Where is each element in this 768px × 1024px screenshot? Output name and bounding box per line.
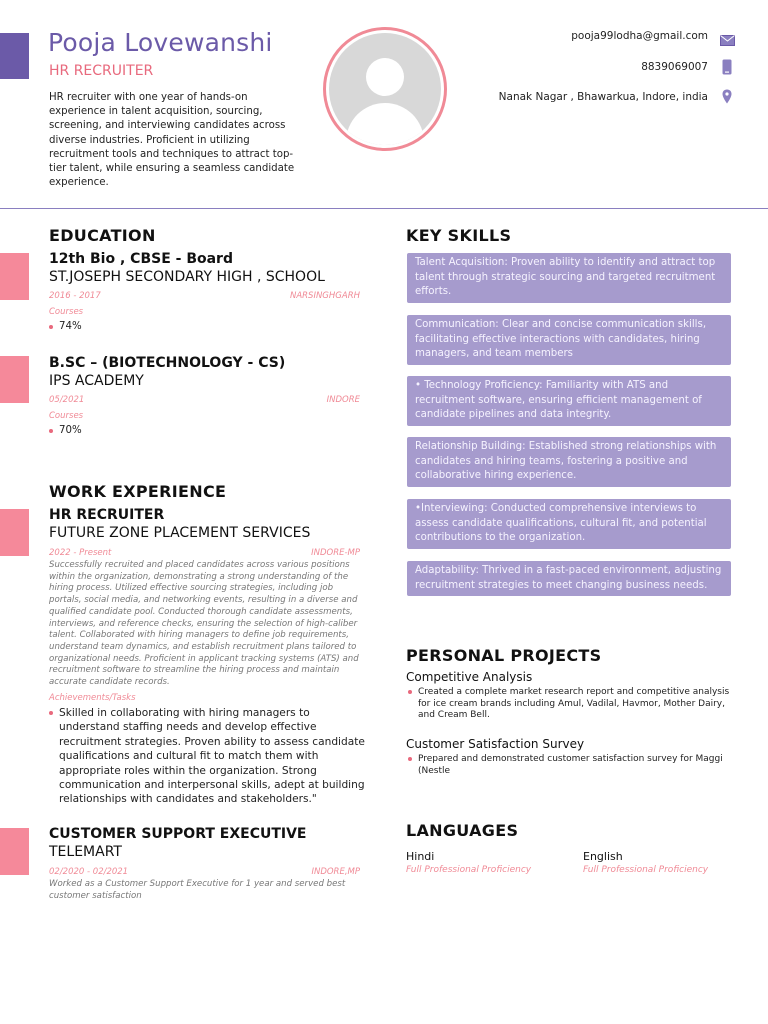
job-position: HR RECRUITER — [49, 507, 165, 523]
education-marker — [0, 253, 29, 300]
languages-heading: LANGUAGES — [406, 821, 519, 840]
job-position: CUSTOMER SUPPORT EXECUTIVE — [49, 826, 307, 842]
education-date: 05/2021 — [49, 395, 85, 405]
job-description: Successfully recruited and placed candidates across various positions within the organization, demonstrating a strong understanding of the hiring process. Utilized effective sourcing strategies, including job portals, social media, and networking events, resulting in a diverse and qualified candidate pool. Conducted thorough candidate assessments, interviews, and reference checks, ensuring the selection of high-caliber talent. Collaborated with hiring managers to define job requirements, understand team dynamics, and establish recruitment plans tailored to organizational needs. Proficient in applicant tracking systems (ATS) and recruitment software to streamline the hiring process and maintain accurate candidate records. — [49, 560, 359, 688]
skill-item: Communication: Clear and concise communication skills, facilitating effective interactions with candidates, hiring managers, and team members — [407, 315, 731, 365]
language-level: Full Professional Proficiency — [406, 865, 532, 875]
education-heading: EDUCATION — [49, 226, 156, 245]
education-school: IPS ACADEMY — [49, 373, 144, 389]
language-name: Hindi — [406, 850, 435, 863]
profile-summary: HR recruiter with one year of hands-on experience in talent acquisition, sourcing, screening, and interviewing candidates across diverse industries. Proficient in utilizing recruitment tools and techniques to attract top-tier talent, while ensuring a seamless candidate experience. — [49, 92, 295, 189]
candidate-name: Pooja Lovewanshi — [48, 28, 273, 57]
personal-projects-heading: PERSONAL PROJECTS — [406, 646, 602, 665]
avatar-placeholder-icon — [329, 33, 441, 145]
profile-photo — [323, 27, 447, 151]
project-detail: Prepared and demonstrated customer satisfaction survey for Maggi (Nestle — [418, 754, 736, 777]
contact-email[interactable]: pooja99lodha@gmail.com — [571, 30, 708, 42]
achievement-item: Skilled in collaborating with hiring managers to understand staffing needs and develop effective recruitment strategies. Proven ability to assess candidate qualifications and cultural fit to match them with appropriate roles within the organization. Strong communication and interpersonal skills, adept at building relationships with candidates and stakeholders." — [59, 707, 365, 806]
location-pin-icon — [722, 89, 732, 108]
envelope-icon — [720, 31, 735, 50]
contact-phone[interactable]: 8839069007 — [641, 61, 708, 73]
skill-item: Relationship Building: Established strong relationships with candidates and hiring teams, fostering a positive and collaborative hiring experience. — [407, 437, 731, 487]
education-score: 74% — [59, 321, 82, 332]
job-date: 2022 - Present — [49, 548, 112, 558]
job-location: INDORE,MP — [311, 867, 360, 877]
education-school: ST.JOSEPH SECONDARY HIGH , SCHOOL — [49, 269, 325, 285]
education-location: NARSINGHGARH — [289, 291, 360, 301]
job-company: TELEMART — [49, 844, 122, 860]
project-name: Competitive Analysis — [406, 670, 533, 684]
header-accent-bar — [0, 33, 29, 79]
work-marker — [0, 509, 29, 556]
work-marker — [0, 828, 29, 875]
job-description: Worked as a Customer Support Executive for 1 year and served best customer satisfaction — [49, 879, 346, 901]
project-name: Customer Satisfaction Survey — [406, 737, 585, 751]
skill-item: •Interviewing: Conducted comprehensive interviews to assess candidate qualifications, cultural fit, and potential contributions to the organization. — [407, 499, 731, 549]
education-date: 2016 - 2017 — [49, 291, 101, 301]
education-marker — [0, 356, 29, 403]
language-level: Full Professional Proficiency — [583, 865, 709, 875]
contact-address: Nanak Nagar , Bhawarkua, Indore, india — [498, 91, 708, 103]
job-date: 02/2020 - 02/2021 — [49, 867, 129, 877]
achievements-label: Achievements/Tasks — [49, 693, 136, 703]
education-location: INDORE — [326, 395, 360, 405]
courses-label: Courses — [49, 411, 84, 421]
skill-item: Adaptability: Thrived in a fast-paced environment, adjusting recruitment strategies to meet changing business needs. — [407, 561, 731, 596]
language-name: English — [583, 850, 623, 863]
skill-item: Talent Acquisition: Proven ability to identify and attract top talent through strategic sourcing and targeted recruitment efforts. — [407, 253, 731, 303]
education-degree: 12th Bio , CBSE - Board — [49, 251, 233, 267]
education-score: 70% — [59, 425, 82, 436]
job-location: INDORE-MP — [311, 548, 360, 558]
education-degree: B.SC – (BIOTECHNOLOGY - CS) — [49, 355, 286, 371]
header-divider — [0, 208, 768, 209]
key-skills-heading: KEY SKILLS — [406, 226, 512, 245]
work-experience-heading: WORK EXPERIENCE — [49, 482, 227, 501]
project-detail: Created a complete market research report and competitive analysis for ice cream brands including Amul, Vadilal, Havmor, Mother Dairy, and Cream Bell. — [418, 687, 736, 722]
mobile-phone-icon — [722, 59, 732, 79]
skill-item: • Technology Proficiency: Familiarity with ATS and recruitment software, ensuring efficient management of candidate pipelines and data integrity. — [407, 376, 731, 426]
candidate-role: HR RECRUITER — [49, 63, 154, 79]
job-company: FUTURE ZONE PLACEMENT SERVICES — [49, 525, 311, 541]
courses-label: Courses — [49, 307, 84, 317]
